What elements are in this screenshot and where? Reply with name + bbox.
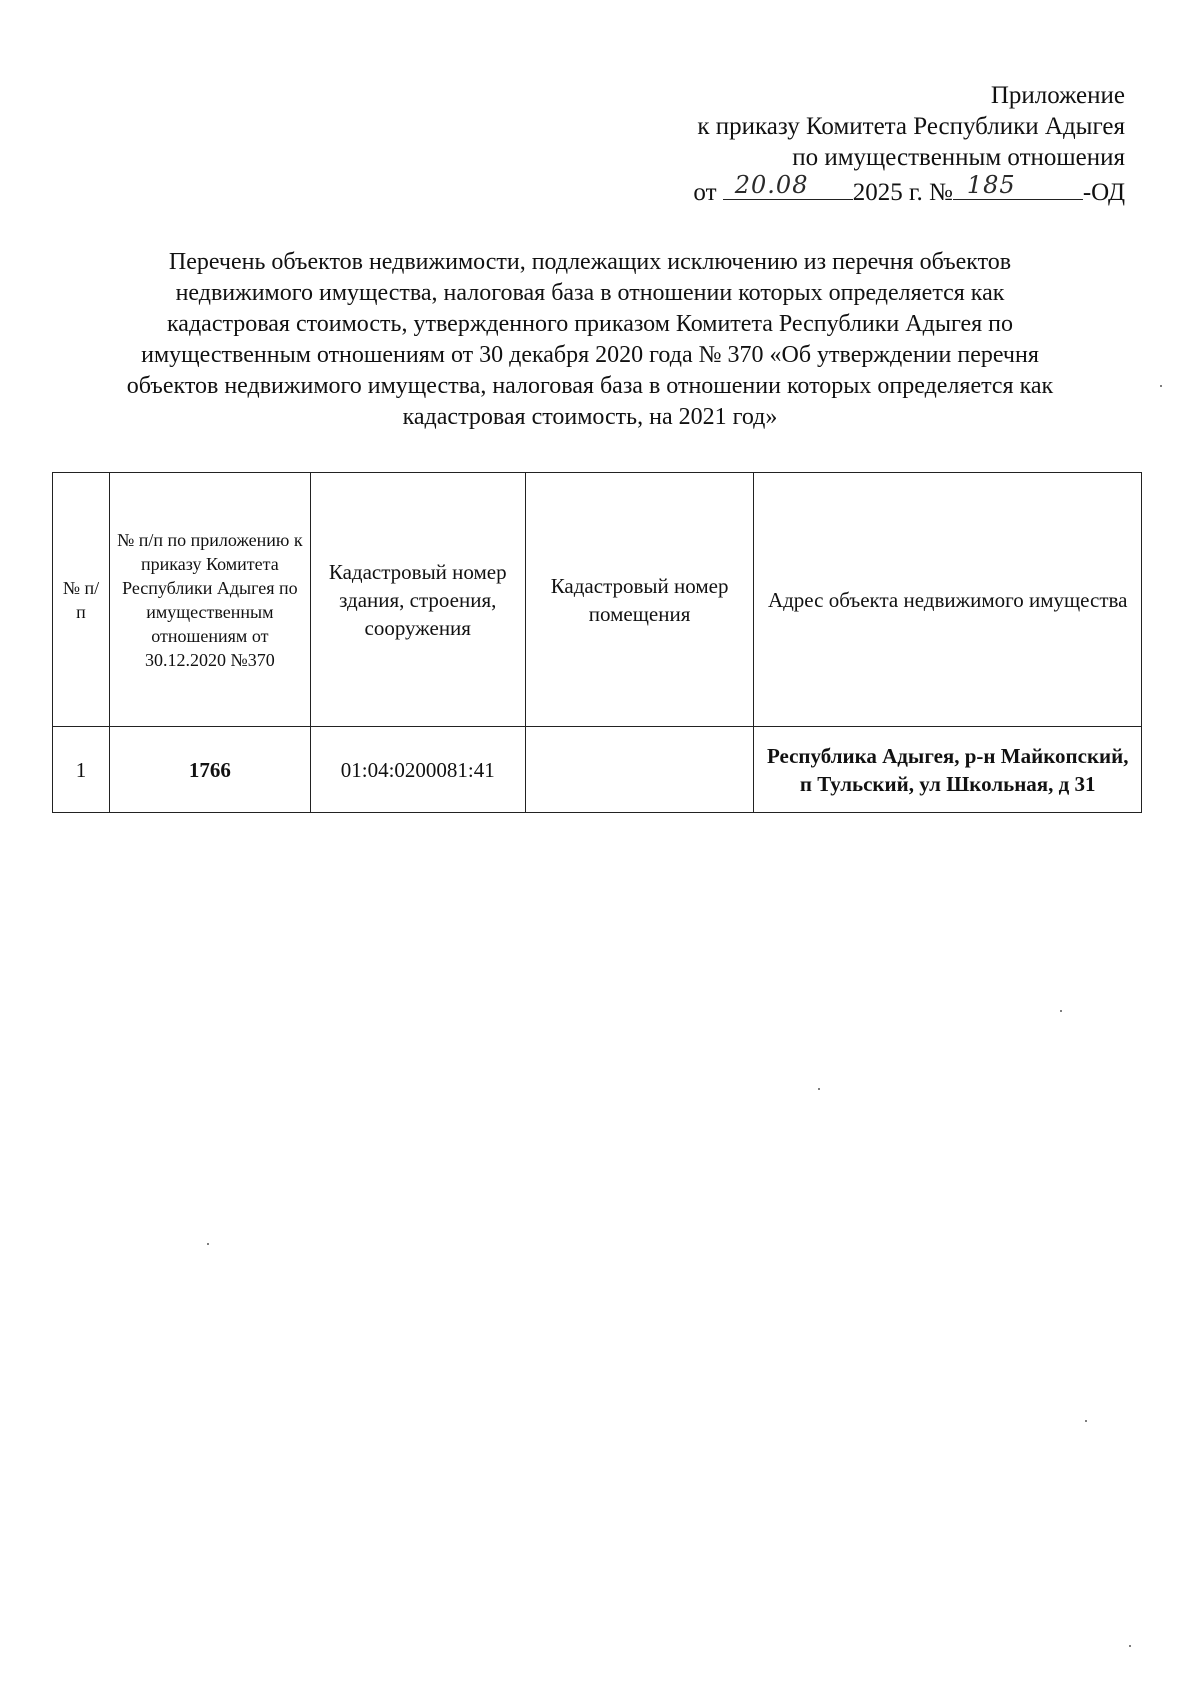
scan-speck (1060, 1010, 1062, 1012)
scan-speck (818, 1088, 820, 1090)
table-header-row (53, 473, 1142, 727)
from-prefix: от (693, 179, 717, 206)
handwritten-number: 185 (966, 171, 1016, 199)
header-num: № п/п (53, 473, 110, 727)
handwritten-date: 20.08 (734, 171, 809, 199)
cell-num: 1 (53, 727, 110, 813)
header-building-cadastral: Кадастровый номер здания, строения, сооружения (310, 473, 525, 727)
cell-address: Республика Адыгея, р-н Майкопский, п Тульский, ул Школьная, д 31 (754, 727, 1142, 813)
title-line: имущественным отношениям от 30 декабря 2020 года № 370 «Об утверждении перечня (141, 342, 1039, 368)
title-line: кадастровая стоимость, на 2021 год» (402, 404, 778, 430)
table-row (53, 727, 1142, 813)
title-line: объектов недвижимого имущества, налоговая база в отношении которых определяется как (126, 373, 1054, 399)
appendix-committee-line: по имущественным отношения (792, 144, 1125, 171)
appendix-title: Приложение (990, 82, 1125, 109)
appendix-header (693, 80, 1125, 208)
header-room-cadastral: Кадастровый номер помещения (525, 473, 754, 727)
appendix-date-number-line (693, 173, 1125, 208)
appendix-order-line: к приказу Комитета Республики Адыгея (697, 113, 1125, 140)
title-line: Перечень объектов недвижимости, подлежащих исключению из перечня объектов (168, 249, 1012, 275)
header-address: Адрес объекта недвижимого имущества (754, 473, 1142, 727)
year-number-text: 2025 г. № (852, 179, 953, 206)
scan-speck (207, 1243, 209, 1245)
document-title (40, 247, 1140, 433)
title-line: недвижимого имущества, налоговая база в отношении которых определяется как (175, 280, 1005, 306)
header-appendix-num: № п/п по приложению к приказу Комитета Республики Адыгея по имущественным отношениям от 30.12.2020 №370 (109, 473, 310, 727)
cell-room-cadastral (525, 727, 754, 813)
order-suffix: -ОД (1082, 179, 1125, 206)
cell-appendix-num: 1766 (109, 727, 310, 813)
scan-speck (1129, 1645, 1131, 1647)
property-table (52, 472, 1142, 813)
scan-speck (1085, 1420, 1087, 1422)
number-blank (953, 173, 1083, 200)
cell-building-cadastral: 01:04:0200081:41 (310, 727, 525, 813)
scan-speck (1160, 385, 1162, 387)
title-line: кадастровая стоимость, утвержденного приказом Комитета Республики Адыгея по (167, 311, 1013, 337)
date-blank (723, 173, 853, 200)
